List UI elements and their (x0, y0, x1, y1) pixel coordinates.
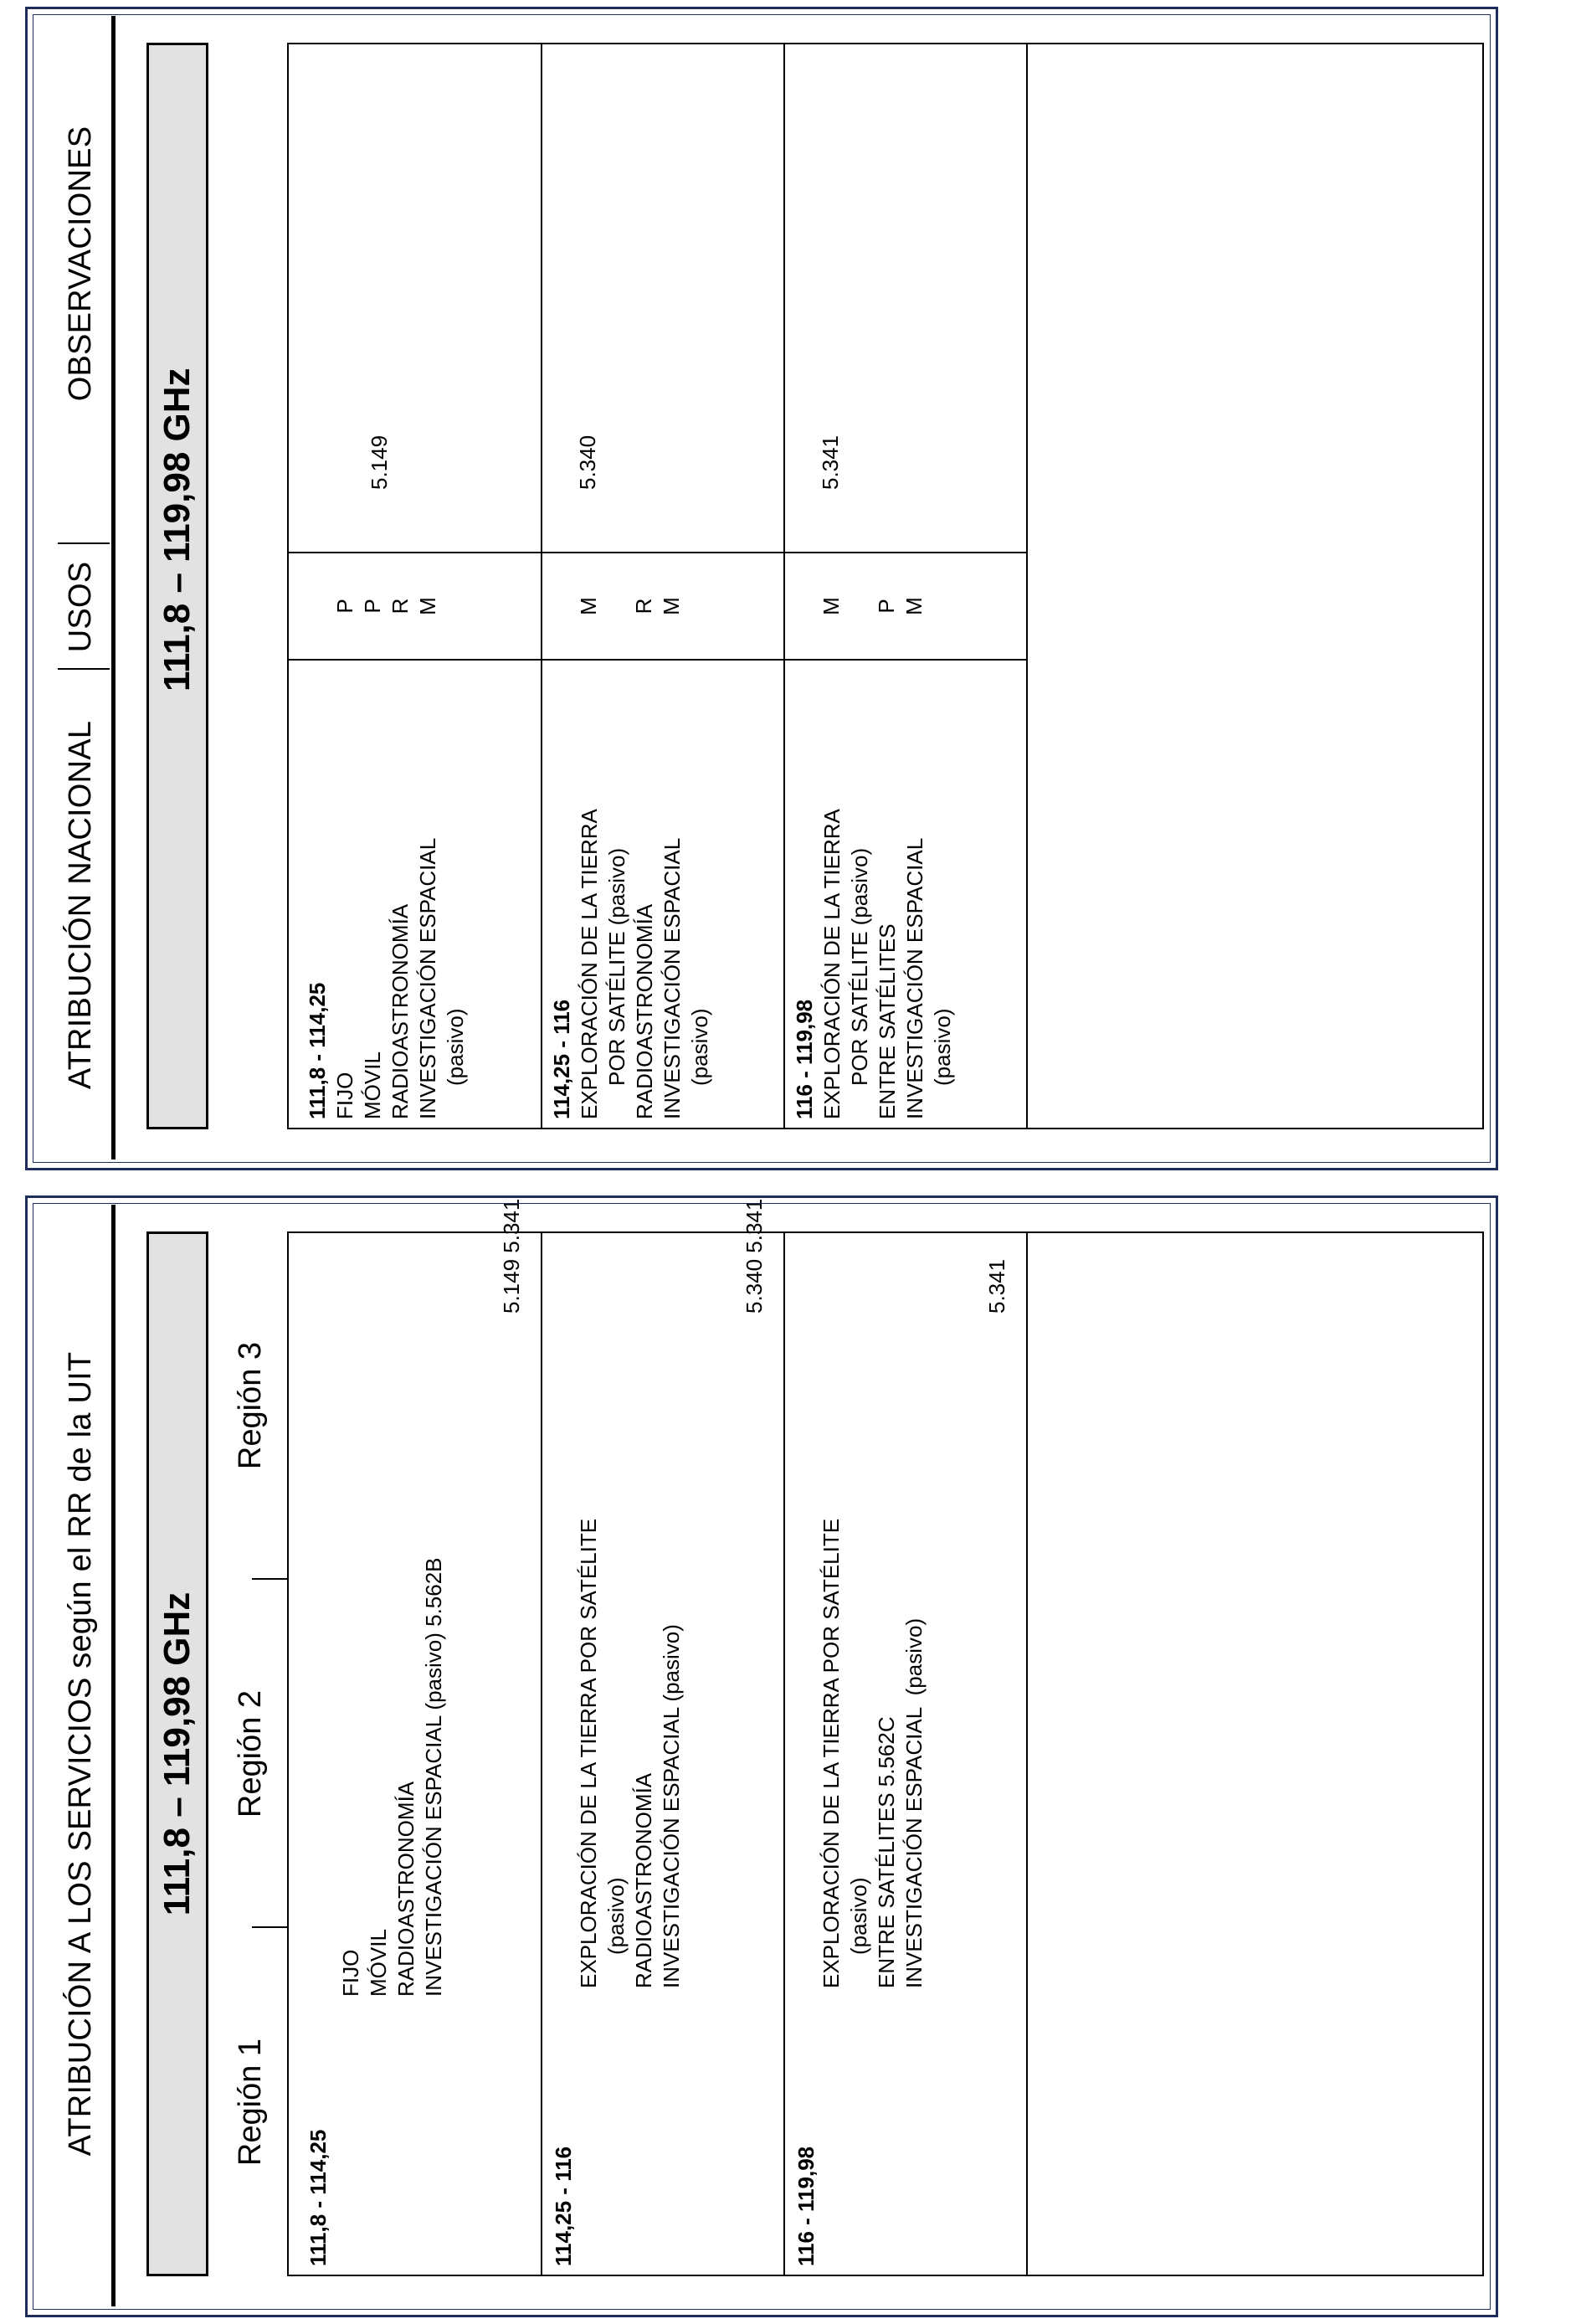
band-range-label: 111,8 - 114,25 (305, 982, 330, 1119)
service-list (575, 1519, 685, 1988)
row-divider (783, 1231, 785, 2276)
service-item: MÓVIL (360, 1051, 385, 1119)
header-divider (58, 542, 110, 544)
usos-code: M (819, 597, 844, 615)
region-2-header: Región 2 (233, 1689, 268, 1818)
service-item: (pasivo) (846, 1877, 871, 1955)
service-item: FIJO (332, 1072, 357, 1119)
observaciones-note: 5.341 (818, 434, 843, 490)
usos-code: M (415, 597, 440, 615)
national-allocation-cell (791, 809, 957, 1119)
usos-code: P (332, 599, 357, 614)
frequency-band-banner: 111,8 – 119,98 GHz (146, 43, 208, 1129)
usos-code (603, 553, 630, 659)
service-item: EXPLORACIÓN DE LA TIERRA (577, 809, 602, 1119)
footnote-refs: 5.340 5.341 (742, 1198, 767, 1314)
usos-cell (331, 553, 442, 659)
national-header: ATRIBUCIÓN NACIONAL (63, 720, 98, 1090)
service-item: ENTRE SATÉLITES (875, 923, 900, 1119)
row-divider (783, 43, 785, 1129)
service-item: INVESTIGACIÓN ESPACIAL (660, 837, 685, 1119)
usos-header: USOS (63, 561, 98, 653)
region-3-header: Región 3 (233, 1341, 268, 1470)
service-item: INVESTIGACIÓN ESPACIAL (415, 837, 440, 1119)
uit-panel-title: ATRIBUCIÓN A LOS SERVICIOS según el RR de la UIT (63, 1351, 98, 2157)
usos-cell (575, 553, 685, 659)
usos-cell (818, 553, 928, 659)
service-item: RADIOASTRONOMÍA (393, 1781, 418, 1997)
region-header-divider-2 (252, 1578, 287, 1580)
service-item: EXPLORACIÓN DE LA TIERRA POR SATÉLITE (819, 1518, 844, 1988)
service-item: EXPLORACIÓN DE LA TIERRA (819, 809, 844, 1119)
region-header-divider-1 (252, 1926, 287, 1928)
frequency-band-banner: 111,8 – 119,98 GHz (146, 1231, 208, 2276)
service-item: FIJO (338, 1949, 363, 1997)
usos-code: R (388, 598, 413, 614)
footnote-refs: 5.341 (984, 1258, 1009, 1314)
service-item: RADIOASTRONOMÍA (632, 903, 657, 1119)
usos-code (845, 553, 873, 659)
service-item: POR SATÉLITE (pasivo) (604, 847, 629, 1086)
row-divider (541, 1231, 542, 2276)
usos-code: P (874, 599, 899, 614)
national-allocation-cell (548, 809, 714, 1119)
service-item: MÓVIL (366, 1929, 391, 1997)
band-range-label: 114,25 - 116 (551, 2146, 576, 2266)
service-list (337, 1557, 448, 1997)
header-divider (58, 668, 110, 670)
region-1-header: Región 1 (233, 2038, 268, 2167)
service-item: EXPLORACIÓN DE LA TIERRA POR SATÉLITE (576, 1518, 601, 1988)
observaciones-header: OBSERVACIONES (63, 126, 98, 402)
service-item: POR SATÉLITE (pasivo) (847, 847, 872, 1086)
service-item: INVESTIGACIÓN ESPACIAL (pasivo) (901, 1617, 927, 1988)
service-item: RADIOASTRONOMÍA (388, 903, 413, 1119)
service-list (818, 1519, 928, 1988)
observaciones-note: 5.340 (575, 434, 600, 490)
usos-code: P (360, 599, 385, 614)
usos-code: M (659, 597, 684, 615)
usos-code: R (631, 598, 656, 614)
band-range-label: 116 - 119,98 (792, 999, 817, 1119)
usos-code: M (901, 597, 927, 615)
service-item: INVESTIGACIÓN ESPACIAL (pasivo) (659, 1624, 684, 1988)
row-divider (1026, 1231, 1028, 2276)
national-allocation-panel (25, 7, 1498, 1170)
usos-code: M (576, 597, 601, 615)
service-item: (pasivo) (687, 1008, 712, 1086)
uit-allocation-panel (25, 1195, 1498, 2317)
band-range-label: 116 - 119,98 (793, 2146, 819, 2266)
row-divider (1026, 43, 1028, 1129)
title-divider (111, 1205, 116, 2306)
service-item: INVESTIGACIÓN ESPACIAL (pasivo) 5.562B (421, 1557, 446, 1997)
row-divider (541, 43, 542, 1129)
service-item: (pasivo) (443, 1008, 468, 1086)
service-item: ENTRE SATÉLITES 5.562C (874, 1716, 899, 1988)
service-item: INVESTIGACIÓN ESPACIAL (902, 837, 927, 1119)
service-item: RADIOASTRONOMÍA (631, 1772, 656, 1988)
footnote-refs: 5.149 5.341 (499, 1198, 524, 1314)
national-allocation-cell (304, 838, 470, 1119)
band-range-label: 114,25 - 116 (549, 999, 574, 1119)
service-item: (pasivo) (603, 1877, 629, 1955)
title-divider (111, 16, 116, 1159)
observaciones-note: 5.149 (367, 434, 392, 490)
service-item: (pasivo) (930, 1008, 955, 1086)
usos-column-divider (287, 659, 1027, 661)
band-range-label: 111,8 - 114,25 (305, 2129, 331, 2266)
